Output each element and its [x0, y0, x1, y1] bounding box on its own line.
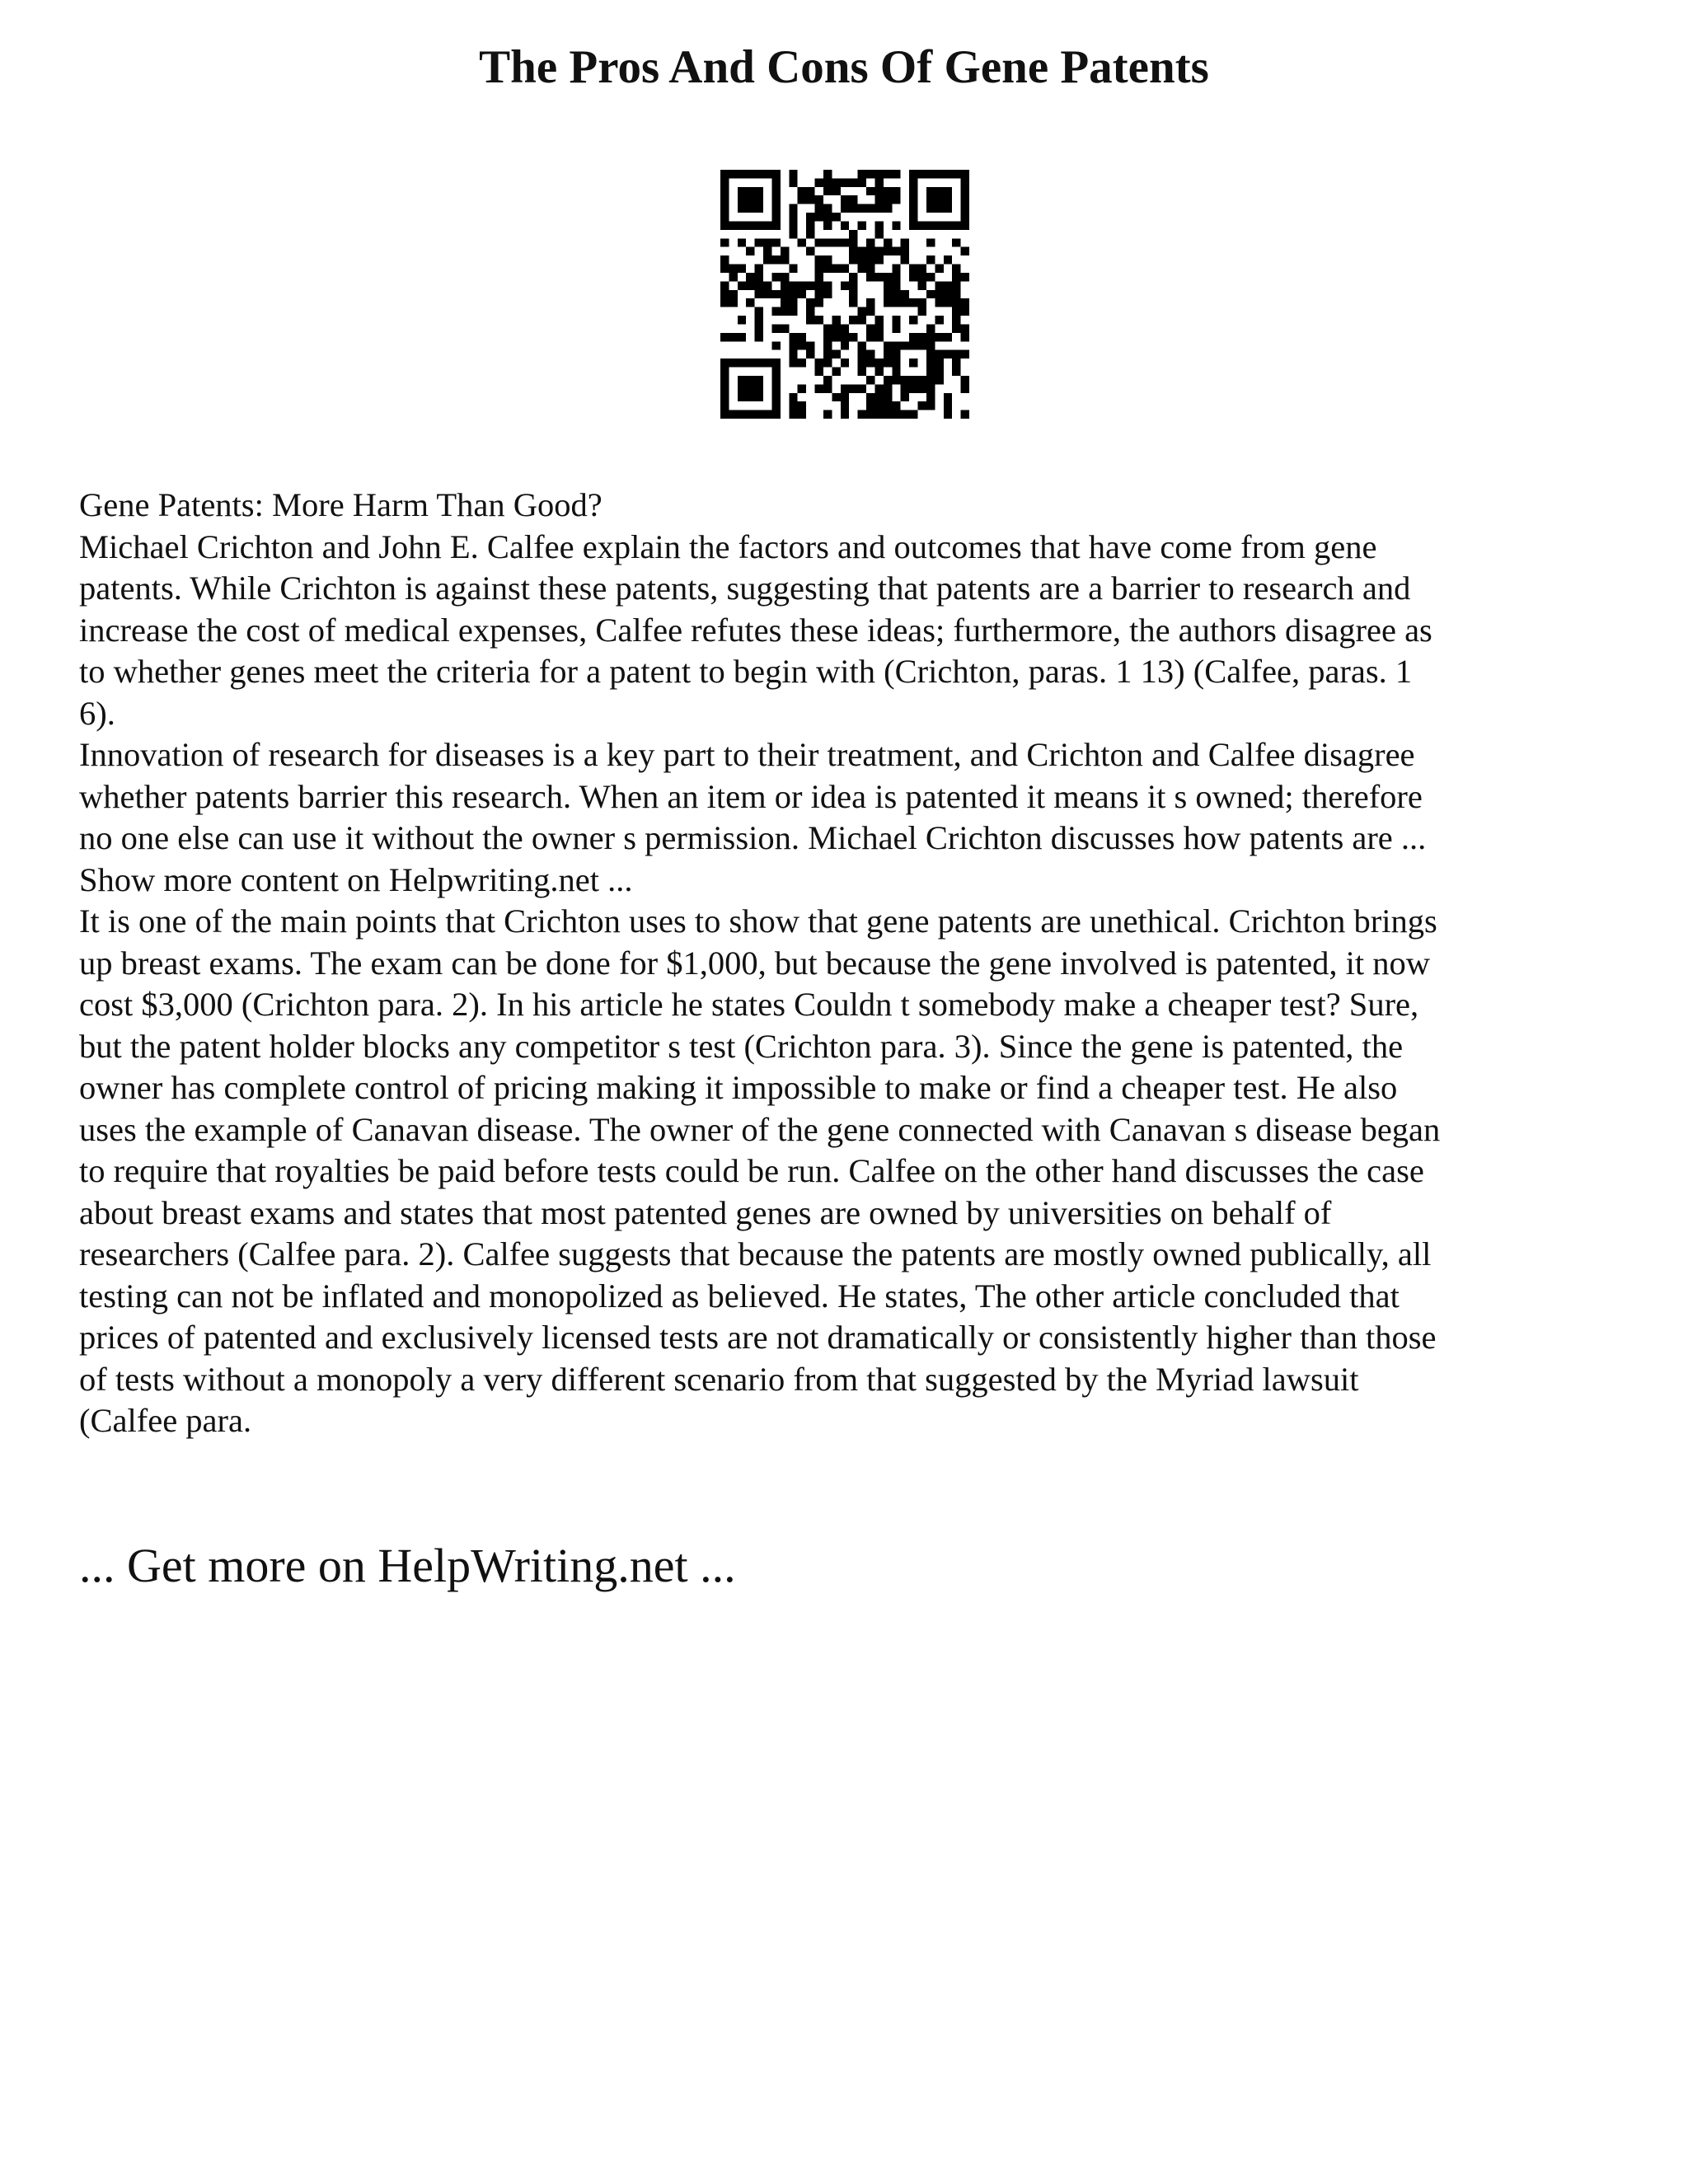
body-line: whether patents barrier this research. When an item or idea is patented it means it s owned; therefore	[79, 777, 1423, 815]
body-line: researchers (Calfee para. 2). Calfee suggests that because the patents are mostly owned publically, all	[79, 1235, 1432, 1272]
body-line: no one else can use it without the owner s permission. Michael Crichton discusses how patents are ...	[79, 819, 1427, 856]
body-line: cost $3,000 (Crichton para. 2). In his article he states Couldn t somebody make a cheaper test? Sure,	[79, 986, 1419, 1023]
body-line: It is one of the main points that Crichton uses to show that gene patents are unethical. Crichton brings	[79, 902, 1437, 940]
show-more-link[interactable]: Show more content on Helpwriting.net ...	[79, 860, 633, 898]
section-heading: Gene Patents: More Harm Than Good?	[79, 486, 603, 523]
qr-code-icon	[720, 170, 969, 419]
body-line: increase the cost of medical expenses, Calfee refutes these ideas; furthermore, the authors disagree as	[79, 611, 1432, 649]
body-line: but the patent holder blocks any competitor s test (Crichton para. 3). Since the gene is patented, the	[79, 1027, 1404, 1065]
body-line: prices of patented and exclusively licensed tests are not dramatically or consistently higher than those	[79, 1319, 1437, 1356]
body-line: Michael Crichton and John E. Calfee explain the factors and outcomes that have come from gene	[79, 527, 1377, 565]
body-line: Innovation of research for diseases is a key part to their treatment, and Crichton and Calfee disagree	[79, 736, 1415, 773]
document-body	[79, 485, 1629, 1442]
body-line: 6).	[79, 694, 115, 732]
body-line: of tests without a monopoly a very different scenario from that suggested by the Myriad lawsuit	[79, 1360, 1359, 1398]
body-line: to whether genes meet the criteria for a patent to begin with (Crichton, paras. 1 13) (Calfee, paras. 1	[79, 653, 1413, 690]
page-title: The Pros And Cons Of Gene Patents	[479, 41, 1209, 93]
body-line: (Calfee para.	[79, 1402, 252, 1439]
body-line: to require that royalties be paid before tests could be run. Calfee on the other hand discusses the case	[79, 1152, 1424, 1189]
get-more-link[interactable]: ... Get more on HelpWriting.net ...	[79, 1539, 736, 1592]
body-line: up breast exams. The exam can be done for $1,000, but because the gene involved is patented, it now	[79, 944, 1431, 982]
body-line: testing can not be inflated and monopolized as believed. He states, The other article concluded that	[79, 1277, 1400, 1315]
body-line: uses the example of Canavan disease. The owner of the gene connected with Canavan s disease began	[79, 1110, 1441, 1148]
body-line: patents. While Crichton is against these patents, suggesting that patents are a barrier to research and	[79, 569, 1411, 607]
body-line: owner has complete control of pricing making it impossible to make or find a cheaper test. He also	[79, 1069, 1398, 1106]
body-line: about breast exams and states that most patented genes are owned by universities on behalf of	[79, 1193, 1332, 1231]
